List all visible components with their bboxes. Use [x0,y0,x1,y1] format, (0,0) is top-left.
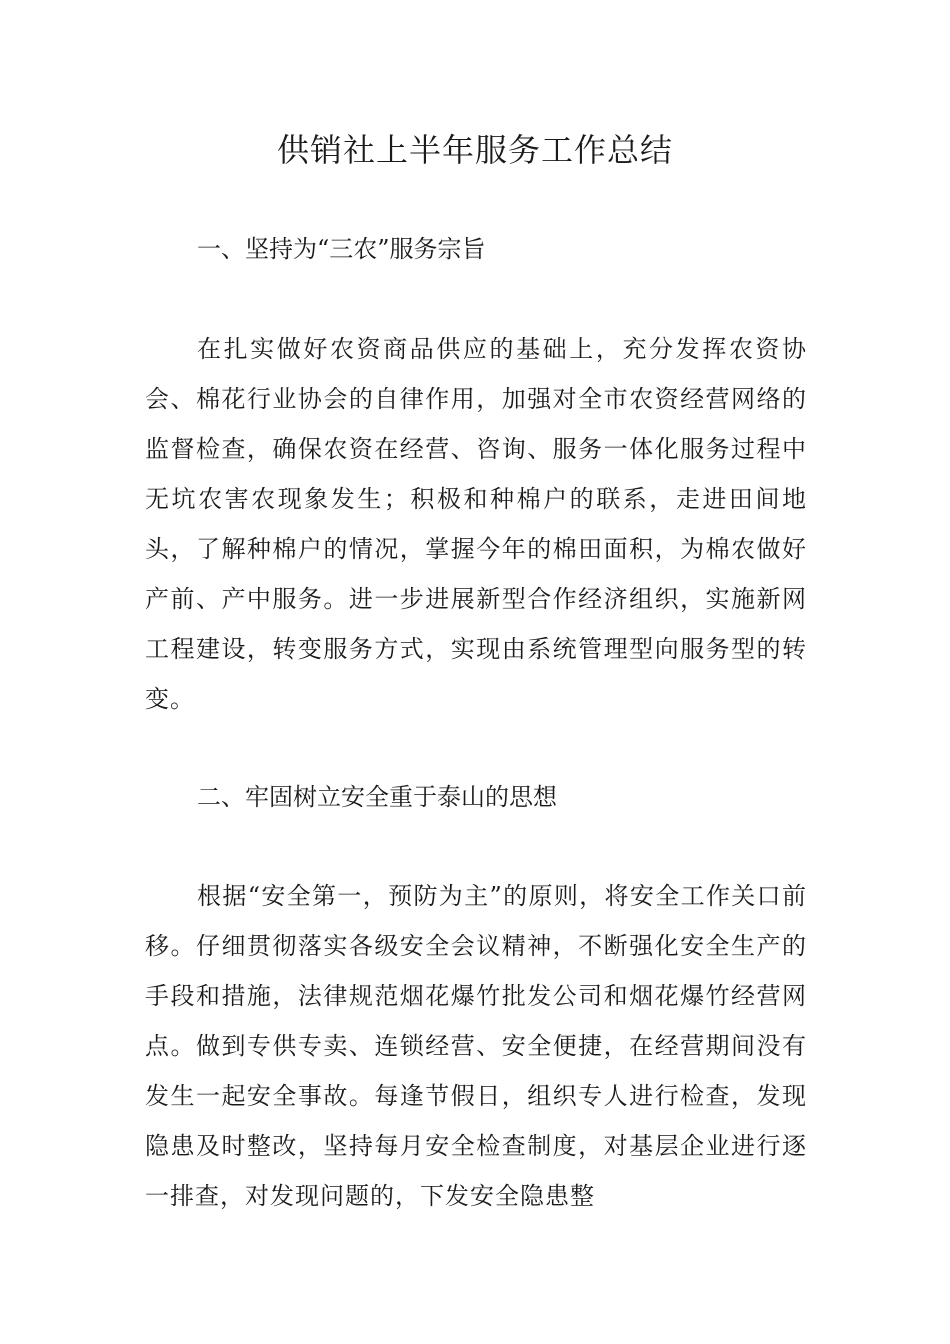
section-paragraph-1: 在扎实做好农资商品供应的基础上，充分发挥农资协会、棉花行业协会的自律作用，加强对全市农资经营网络的监督检查，确保农资在经营、咨询、服务一体化服务过程中无坑农害农现象发生；积极和种棉户的联系，走进田间地头，了解种棉户的情况，掌握今年的棉田面积，为棉农做好产前、产中服务。进一步进展新型合作经济组织，实施新网工程建设，转变服务方式，实现由系统管理型向服务型的转变。 [145,335,807,713]
section-heading-1: 一、坚持为“三农”服务宗旨 [197,235,486,263]
section-paragraph-2: 根据“安全第一，预防为主”的原则，将安全工作关口前移。仔细贯彻落实各级安全会议精神，不断强化安全生产的手段和措施，法律规范烟花爆竹批发公司和烟花爆竹经营网点。做到专供专卖、连锁经营、安全便捷，在经营期间没有发生一起安全事故。每逢节假日，组织专人进行检查，发现隐患及时整改，坚持每月安全检查制度，对基层企业进行逐一排查，对发现问题的，下发安全隐患整 [145,882,807,1210]
section-heading-2: 二、牢固树立安全重于泰山的思想 [197,783,557,811]
document-title: 供销社上半年服务工作总结 [276,131,673,169]
